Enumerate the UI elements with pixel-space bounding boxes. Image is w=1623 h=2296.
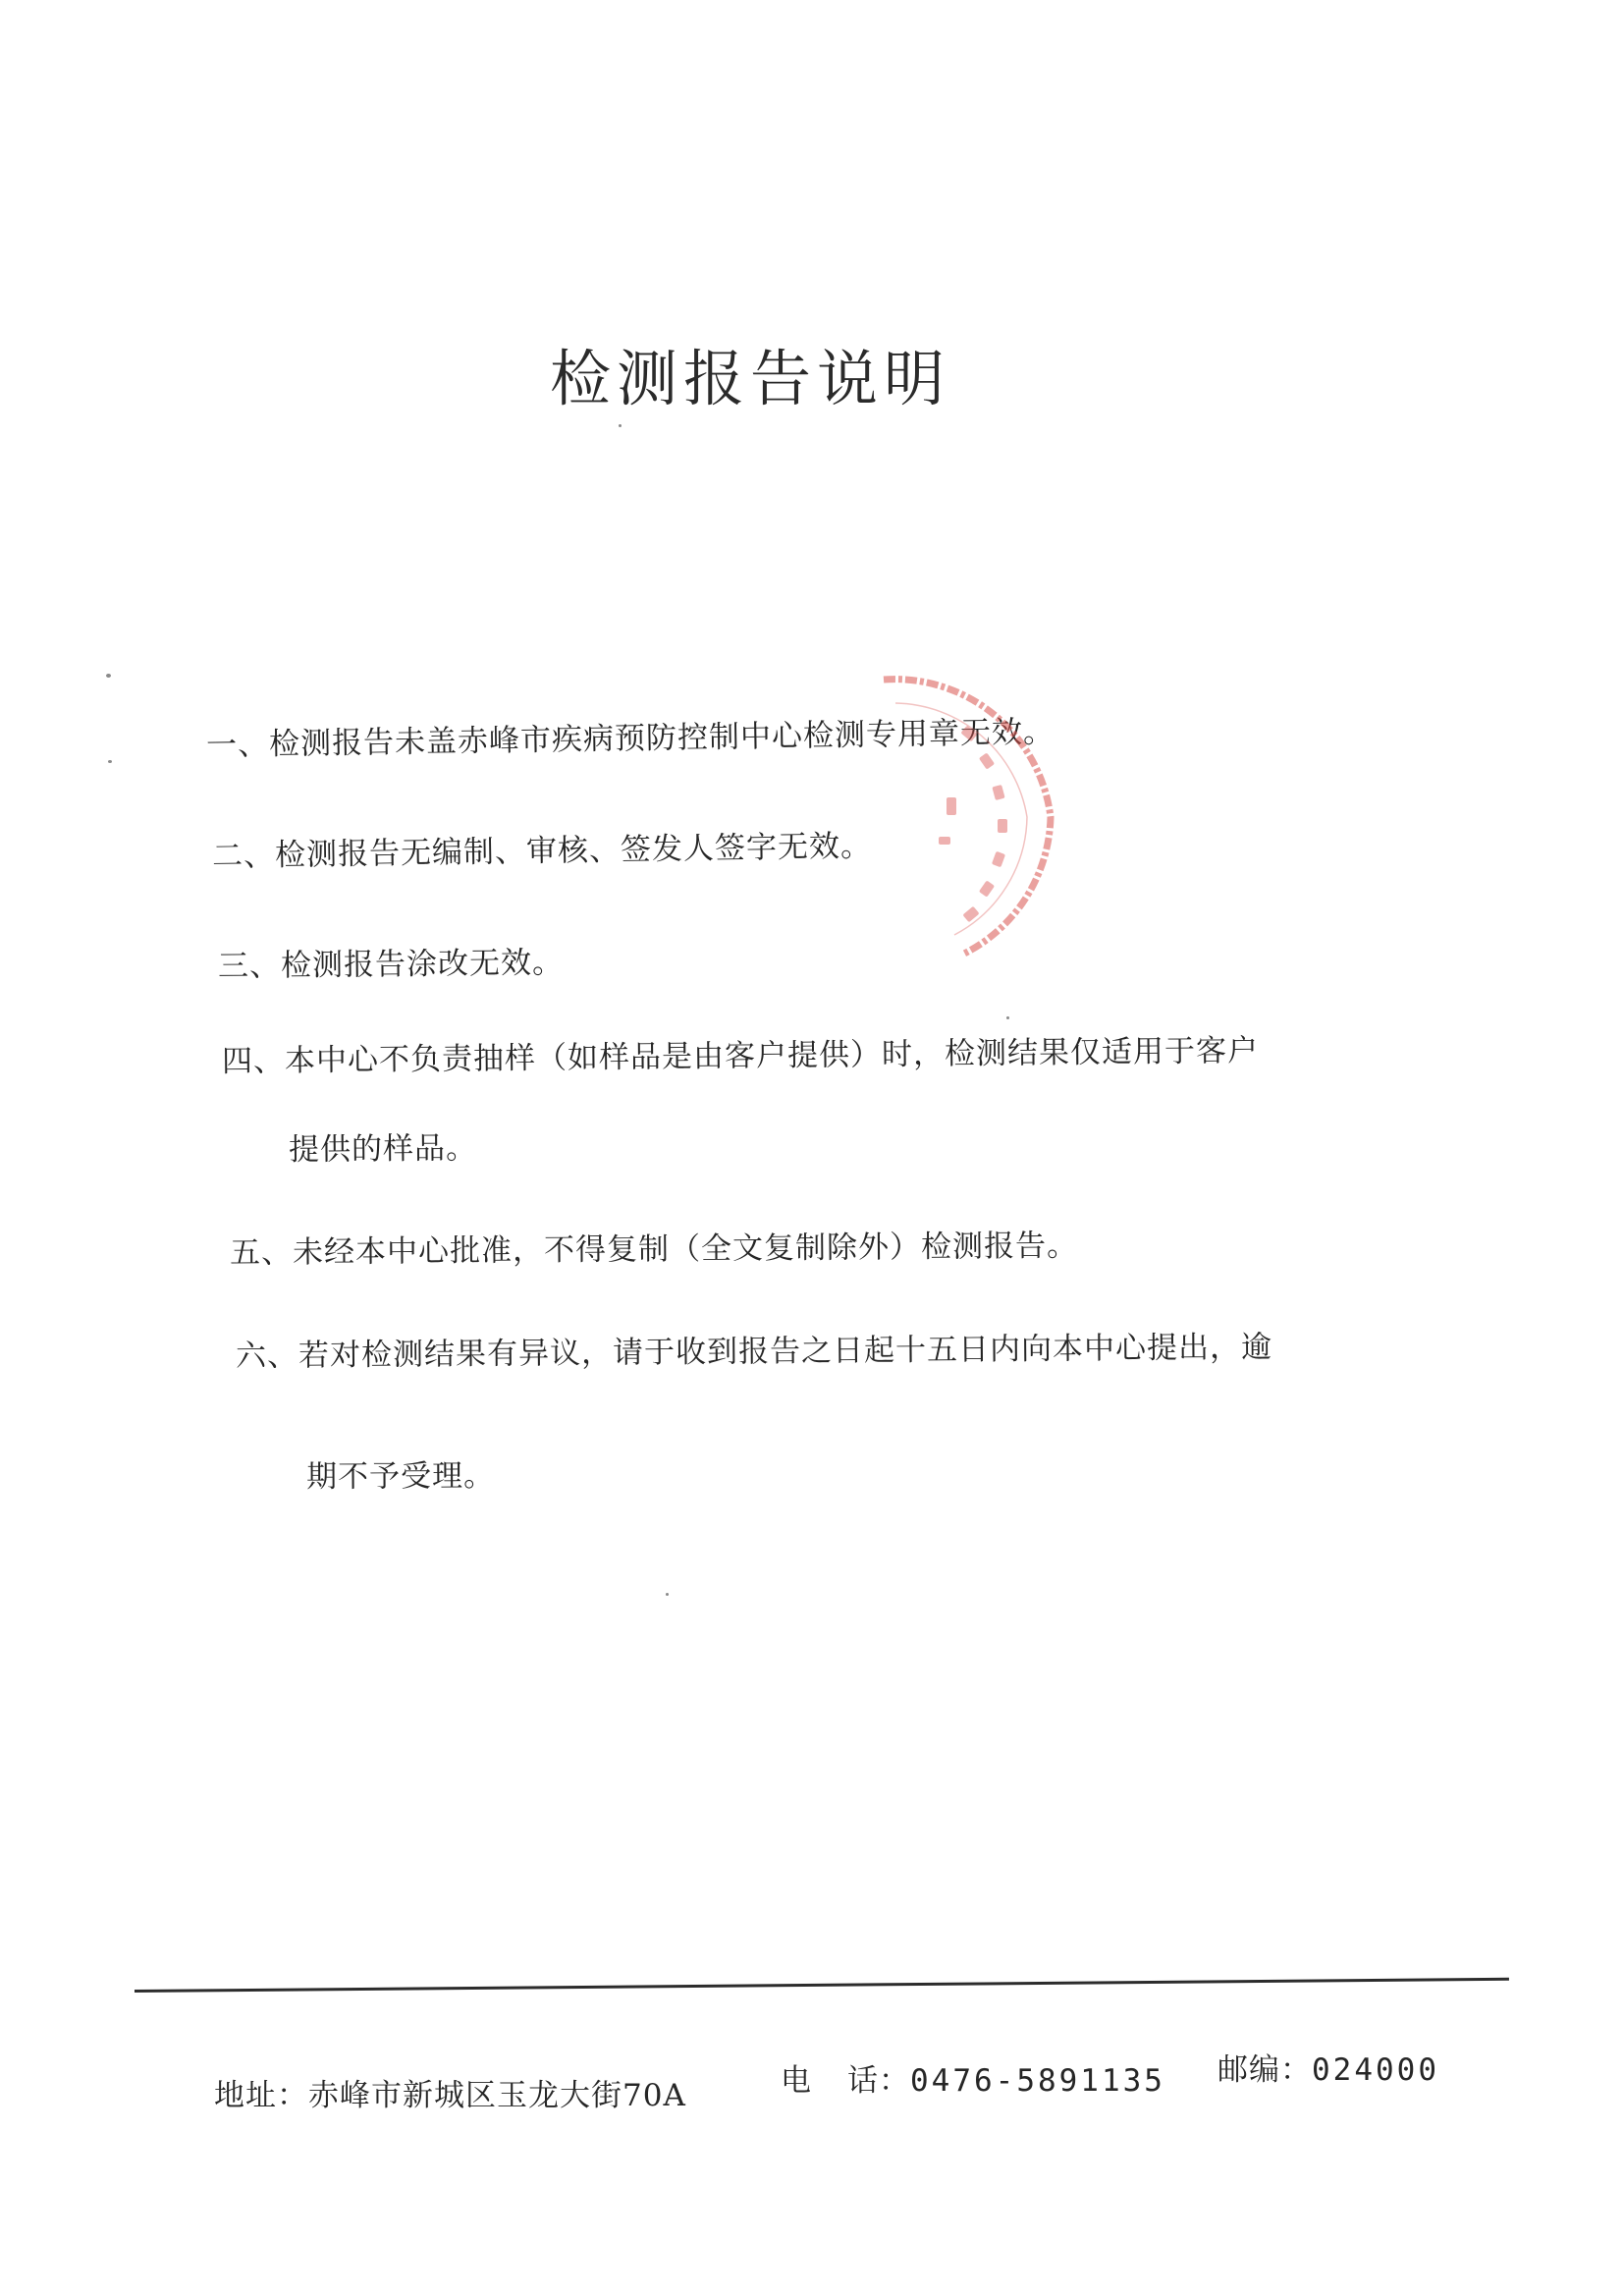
page-title: 检测报告说明 — [550, 343, 951, 414]
scan-speck — [106, 674, 111, 678]
address-value: 赤峰市新城区玉龙大街70A — [308, 2078, 686, 2113]
clause-5: 五、未经本中心批准，不得复制（全文复制除外）检测报告。 — [229, 1228, 1079, 1271]
clause-1: 一、检测报告未盖赤峰市疾病预防控制中心检测专用章无效。 — [205, 714, 1055, 763]
footer-address — [214, 2070, 686, 2114]
phone-label-a: 电 — [781, 2063, 812, 2099]
phone-value: 0476-5891135 — [910, 2063, 1165, 2099]
scan-speck — [108, 760, 112, 763]
footer-divider — [135, 1978, 1509, 1993]
address-label: 地址： — [214, 2078, 308, 2113]
postcode-value: 024000 — [1312, 2052, 1439, 2088]
footer-postcode — [1217, 2045, 1439, 2089]
clause-3: 三、检测报告涂改无效。 — [217, 945, 565, 984]
official-seal-icon — [844, 660, 1060, 984]
phone-label-b: 话： — [847, 2063, 910, 2099]
scan-speck — [666, 1593, 669, 1596]
footer-phone — [781, 2055, 1165, 2100]
scan-speck — [619, 424, 622, 427]
clause-6-line-1: 六、若对检测结果有异议，请于收到报告之日起十五日内向本中心提出，逾 — [235, 1329, 1273, 1374]
postcode-label: 邮编： — [1217, 2052, 1312, 2088]
clause-2: 二、检测报告无编制、审核、签发人签字无效。 — [211, 828, 873, 874]
clause-4-line-1: 四、本中心不负责抽样（如样品是由客户提供）时，检测结果仅适用于客户 — [221, 1032, 1260, 1079]
clause-6-line-2: 期不予受理。 — [305, 1457, 496, 1495]
clause-4-line-2: 提供的样品。 — [288, 1130, 478, 1168]
scan-speck — [1006, 1016, 1009, 1019]
